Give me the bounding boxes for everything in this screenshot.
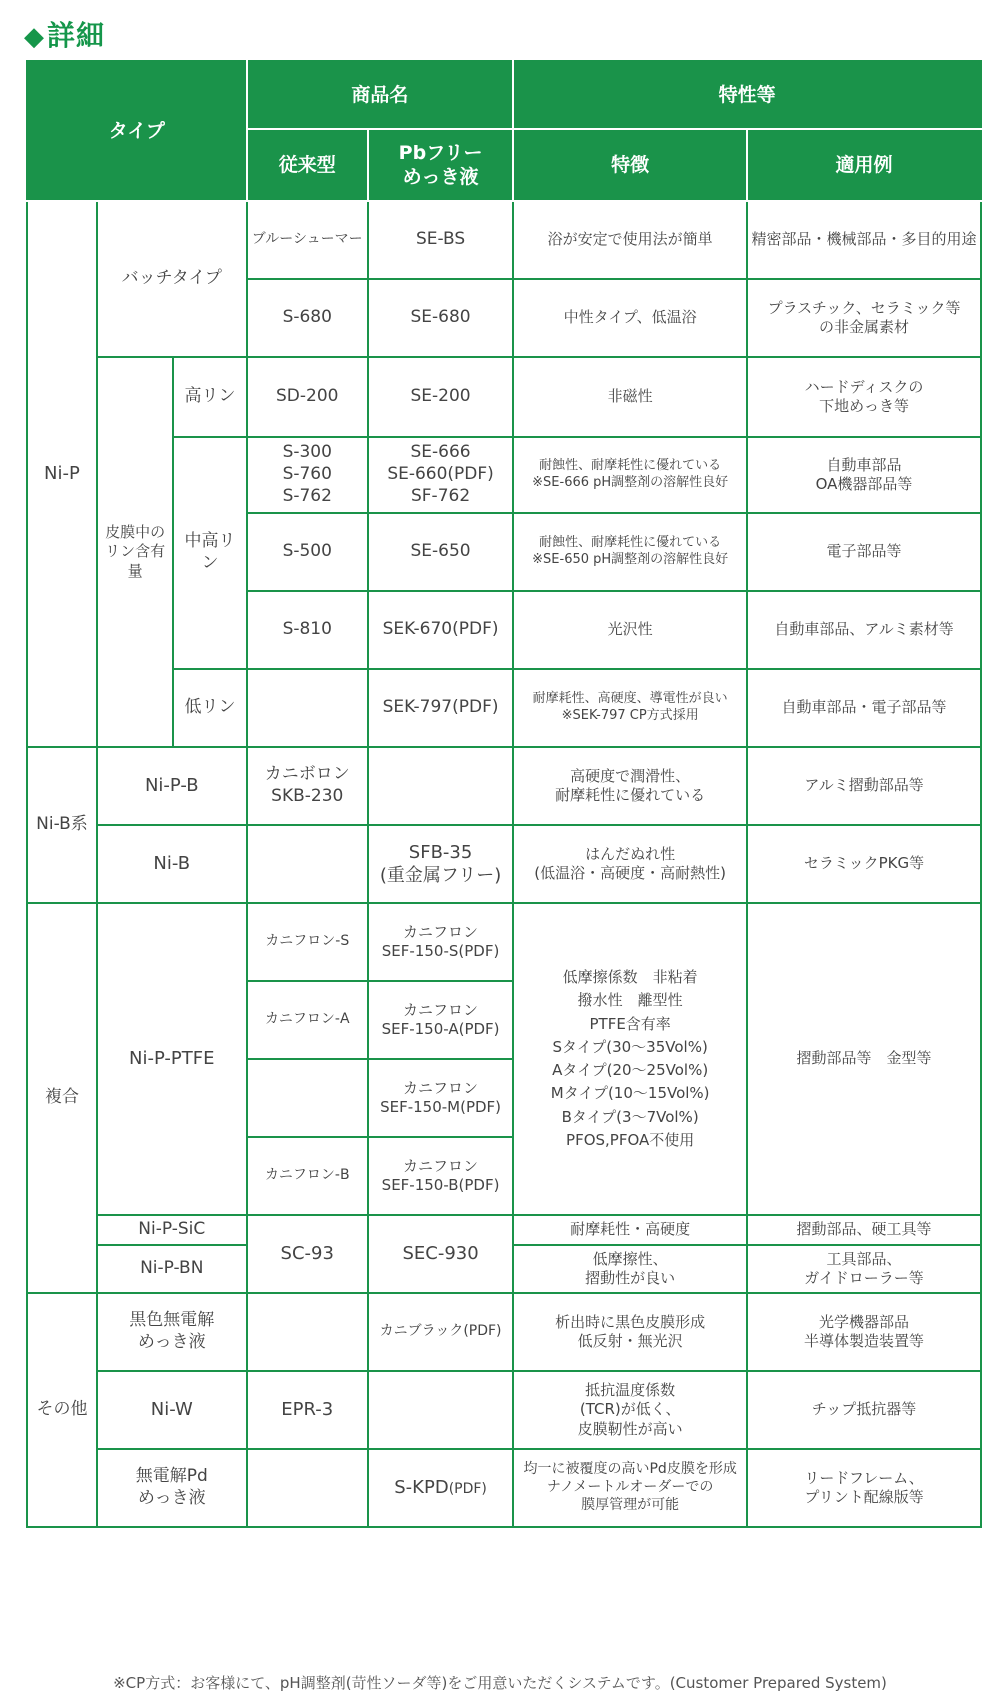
pbfree-cell: SE-666 SE-660(PDF) SF-762	[368, 437, 513, 513]
conventional-cell: ブルーシューマー	[247, 201, 368, 279]
label-low-p: 低リン	[173, 669, 246, 747]
table-row	[27, 201, 981, 279]
conventional-cell: SC-93	[247, 1215, 368, 1293]
pbfree-cell: SE-650	[368, 513, 513, 591]
application-cell: ハードディスクの 下地めっき等	[747, 357, 981, 437]
header-properties: 特性等	[513, 61, 981, 129]
pbfree-cell: SE-BS	[368, 201, 513, 279]
pbfree-cell: カニフロン SEF-150-A(PDF)	[368, 981, 513, 1059]
application-cell: チップ抵抗器等	[747, 1371, 981, 1449]
label-niw: Ni-W	[97, 1371, 247, 1449]
feature-cell: 高硬度で潤滑性、 耐摩耗性に優れている	[513, 747, 747, 825]
group-composite: 複合	[27, 903, 97, 1293]
conventional-cell: カニボロン SKB-230	[247, 747, 368, 825]
feature-cell: 低摩擦性、 摺動性が良い	[513, 1245, 747, 1293]
conventional-cell: カニフロン-A	[247, 981, 368, 1059]
label-nib: Ni-B	[97, 825, 247, 903]
header-product-name: 商品名	[247, 61, 514, 129]
table-row	[27, 747, 981, 825]
application-cell: 電子部品等	[747, 513, 981, 591]
table-row	[27, 1215, 981, 1245]
feature-cell: 抵抗温度係数 (TCR)が低く、 皮膜靭性が高い	[513, 1371, 747, 1449]
pbfree-cell: SEK-797(PDF)	[368, 669, 513, 747]
conventional-cell: カニフロン-B	[247, 1137, 368, 1215]
application-cell: リードフレーム、 プリント配線版等	[747, 1449, 981, 1527]
conventional-cell-empty	[247, 669, 368, 747]
header-conventional: 従来型	[247, 129, 368, 201]
pbfree-cell: S-KPD(PDF)	[368, 1449, 513, 1527]
pbfree-cell: カニフロン SEF-150-M(PDF)	[368, 1059, 513, 1137]
label-black-plating: 黒色無電解 めっき液	[97, 1293, 247, 1371]
feature-cell: はんだぬれ性 (低温浴・高硬度・高耐熱性)	[513, 825, 747, 903]
conventional-cell-empty	[247, 825, 368, 903]
header-row	[27, 61, 981, 129]
feature-cell: 析出時に黒色皮膜形成 低反射・無光沢	[513, 1293, 747, 1371]
feature-cell: 中性タイプ、低温浴	[513, 279, 747, 357]
application-cell: 摺動部品、硬工具等	[747, 1215, 981, 1245]
footnote: ※CP方式：お客様にて、pH調整剤(苛性ソーダ等)をご用意いただくシステムです。(Customer Prepared System)	[113, 1674, 887, 1692]
feature-cell: 耐蝕性、耐摩耗性に優れている ※SE-666 pH調整剤の溶解性良好	[513, 437, 747, 513]
label-phosphorus-content: 皮膜中の リン含有量	[97, 357, 173, 747]
label-nipbn: Ni-P-BN	[97, 1245, 247, 1293]
page-title	[24, 14, 105, 58]
conventional-cell-empty	[247, 1293, 368, 1371]
pbfree-cell: カニフロン SEF-150-S(PDF)	[368, 903, 513, 981]
pbfree-cell: カニフロン SEF-150-B(PDF)	[368, 1137, 513, 1215]
group-nip: Ni-P	[27, 201, 97, 747]
conventional-cell: S-500	[247, 513, 368, 591]
label-batch-type: バッチタイプ	[97, 201, 247, 357]
conventional-cell: S-810	[247, 591, 368, 669]
feature-cell-ptfe: 低摩擦係数 非粘着 撥水性 離型性 PTFE含有率 Sタイプ(30～35Vol%) Aタイプ(20～25Vol%) Mタイプ(10～15Vol%) Bタイプ(3～7Vol%) PFOS,PFOA不使用	[513, 903, 747, 1215]
diamond-icon: ◆	[24, 22, 45, 52]
conventional-cell: カニフロン-S	[247, 903, 368, 981]
label-high-p: 高リン	[173, 357, 246, 437]
application-cell: 工具部品、 ガイドローラー等	[747, 1245, 981, 1293]
application-cell: 自動車部品 OA機器部品等	[747, 437, 981, 513]
label-pd-plating: 無電解Pd めっき液	[97, 1449, 247, 1527]
page-title-text: 詳細	[47, 19, 106, 52]
pbfree-cell: SEK-670(PDF)	[368, 591, 513, 669]
pbfree-cell: SFB-35 (重金属フリー)	[368, 825, 513, 903]
spec-table	[26, 60, 982, 1528]
conventional-cell: S-300 S-760 S-762	[247, 437, 368, 513]
feature-cell: 耐摩耗性、高硬度、導電性が良い ※SEK-797 CP方式採用	[513, 669, 747, 747]
feature-cell: 非磁性	[513, 357, 747, 437]
application-cell: 自動車部品、アルミ素材等	[747, 591, 981, 669]
application-cell: プラスチック、セラミック等 の非金属素材	[747, 279, 981, 357]
pbfree-cell: カニブラック(PDF)	[368, 1293, 513, 1371]
application-cell: 光学機器部品 半導体製造装置等	[747, 1293, 981, 1371]
header-pb-free: Pbフリー めっき液	[368, 129, 513, 201]
conventional-cell: SD-200	[247, 357, 368, 437]
header-type: タイプ	[27, 61, 247, 201]
application-cell: セラミックPKG等	[747, 825, 981, 903]
pbfree-cell-empty	[368, 747, 513, 825]
header-feature: 特徴	[513, 129, 747, 201]
group-other: その他	[27, 1293, 97, 1527]
conventional-cell-empty	[247, 1059, 368, 1137]
table-row	[27, 357, 981, 437]
pbfree-cell: SE-200	[368, 357, 513, 437]
header-application: 適用例	[747, 129, 981, 201]
application-cell: アルミ摺動部品等	[747, 747, 981, 825]
pbfree-cell: SEC-930	[368, 1215, 513, 1293]
application-cell: 自動車部品・電子部品等	[747, 669, 981, 747]
feature-cell: 耐蝕性、耐摩耗性に優れている ※SE-650 pH調整剤の溶解性良好	[513, 513, 747, 591]
group-nib-series: Ni-B系	[27, 747, 97, 903]
feature-cell: 耐摩耗性・高硬度	[513, 1215, 747, 1245]
table-row	[27, 1293, 981, 1371]
label-mid-high-p: 中高リン	[173, 437, 246, 669]
feature-cell: 光沢性	[513, 591, 747, 669]
feature-cell: 均一に被覆度の高いPd皮膜を形成 ナノメートルオーダーでの 膜厚管理が可能	[513, 1449, 747, 1527]
feature-cell: 浴が安定で使用法が簡単	[513, 201, 747, 279]
application-cell: 精密部品・機械部品・多目的用途	[747, 201, 981, 279]
pbfree-cell: SE-680	[368, 279, 513, 357]
application-cell: 摺動部品等 金型等	[747, 903, 981, 1215]
label-nipb: Ni-P-B	[97, 747, 247, 825]
conventional-cell: S-680	[247, 279, 368, 357]
table-row	[27, 825, 981, 903]
table-row	[27, 1449, 981, 1527]
table-row	[27, 903, 981, 981]
pbfree-cell-empty	[368, 1371, 513, 1449]
table-row	[27, 1371, 981, 1449]
label-nipptfe: Ni-P-PTFE	[97, 903, 247, 1215]
label-nipsic: Ni-P-SiC	[97, 1215, 247, 1245]
conventional-cell-empty	[247, 1449, 368, 1527]
conventional-cell: EPR-3	[247, 1371, 368, 1449]
